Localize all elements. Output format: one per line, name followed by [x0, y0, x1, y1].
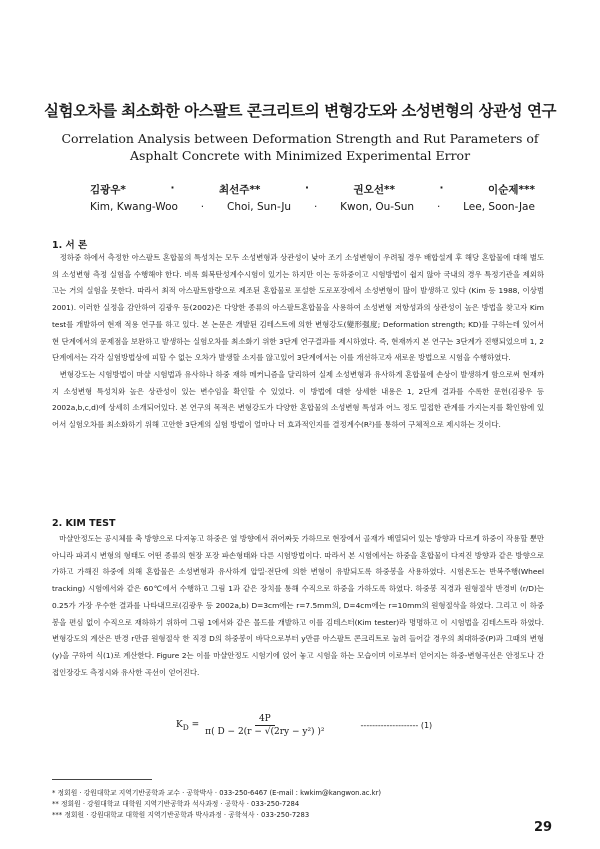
- paper-title-english-line-1: Correlation Analysis between Deformation Strength and Rut Parameters of: [61, 131, 539, 146]
- authors-korean: [90, 182, 535, 197]
- section-heading-introduction: 1. 서 론: [52, 240, 88, 251]
- section-heading-kim-test: 2. KIM TEST: [52, 518, 116, 529]
- equation-fraction: [205, 714, 324, 737]
- page-number: 29: [534, 820, 553, 835]
- author-name-ko: 김광우*: [90, 184, 126, 196]
- footnote-divider: [52, 779, 152, 780]
- introduction-body: [52, 250, 544, 434]
- introduction-paragraph-1: 정하중 하에서 측정한 아스팔트 혼합물의 특성치는 모두 소성변형과 상관성이 낮아 조기 소성변형이 우려될 경우 배합설계 후 해당 혼합물에 대해 별도의 소성변형 측정 실험을 수행해야 한다. 비록 회복탄성계수시험이 있기는 하지만 이는 동하중이고 시험방법이 쉽지 않아 국내의 경우 특정기관을 제외하고는 거의 실험을 못한다. 따라서 최적 아스팔트함량으로 제조된 혼합물로 포설한 도로포장에서 소성변형이 많이 발생하고 있다 (Kim 등 1988, 이상범 2001). 이러한 실정을 감안하여 김광우 등(2002)은 다양한 종류의 아스팔트혼합물을 사용하여 소성변형 저항성과의 상관성이 높은 방법을 찾고자 Kim test를 개발하여 현재 적용 연구를 하고 있다. 본 논문은 개발된 김테스트에 의한 변형강도(變形强度; Deformation strength; KD)를 구하는데 있어서 현 단계에서의 문제점을 보완하고 발생하는 실험오차를 최소화기 위한 3단계 연구결과를 제시하였다. 즉, 현재까지 본 연구는 3단계가 진행되었으며 1, 2 단계에서는 각각 실험방법상에 피할 수 없는 오차가 발생할 소지를 않고있어 3단계에서는 이를 개선하고자 새로운 방법으로 시험을 수행하였다.: [52, 253, 544, 363]
- authors-english: [90, 201, 535, 213]
- introduction-paragraph-2: 변형강도는 시험방법이 마샬 시험법과 유사하나 하중 재하 메커니즘을 달리하여 실제 소성변형과 유사하게 혼합물에 손상이 발생하게 함으로써 현재까지 소성변형 특성치와 높은 상관성이 있는 변수임을 확인할 수 있었다. 이 방법에 대한 상세한 내용은 1, 2단계 결과를 수록한 문헌(김광우 등 2002a,b,c,d)에 상세히 소개되어있다. 본 연구의 목적은 변형강도가 다양한 혼합물의 소성변형 특성과 어느 정도 밀접한 관계를 가지는지를 확인함에 있어서 실험오차를 최소화하기 위해 고안한 3단계의 실험 방법이 얼마나 더 효과적인지를 결정계수(R²)를 통하여 구체적으로 제시하는 것이다.: [52, 369, 544, 430]
- author-separator: ·: [313, 201, 318, 213]
- author-name-en: Kim, Kwang-Woo: [90, 201, 178, 213]
- author-separator: ·: [436, 201, 441, 213]
- paper-title-korean: 실험오차를 최소화한 아스팔트 콘크리트의 변형강도와 소성변형의 상관성 연구: [44, 102, 556, 120]
- author-name-en: Kwon, Ou-Sun: [340, 201, 415, 213]
- paper-title-english-line-2: Asphalt Concrete with Minimized Experimental Error: [129, 148, 471, 163]
- author-name-ko: 권오선**: [353, 184, 395, 196]
- footnote-author-1: * 정회원 · 강원대학교 지역기반공학과 교수 · 공학박사 · 033-250-6467 (E-mail : kwkim@kangwon.ac.kr): [52, 789, 382, 797]
- equation-numerator: 4P: [255, 714, 275, 726]
- author-separator: ·: [439, 182, 444, 194]
- footnote-author-3: *** 정회원 · 강원대학교 대학원 지역기반공학과 박사과정 · 공학석사 · 033-250-7283: [52, 811, 310, 819]
- equation-lhs: $K_D$ =: [176, 719, 200, 732]
- author-name-ko: 최선주**: [219, 184, 261, 196]
- kim-test-paragraph: 마샬안정도는 공시체를 축 방향으로 다져놓고 하중은 옆 방향에서 쥐어짜듯 가하므로 현장에서 골재가 배열되어 있는 방향과 다르게 하중이 작용할 뿐만 아니라 파괴시 변형의 형태도 어떤 종류의 현장 포장 파손형태와 다른 시험방법이다. 따라서 본 시험에서는 하중을 혼합물이 다져진 방향과 같은 방향으로 가하고 가해진 하중에 의해 혼합물은 소성변형과 유사하게 압밀·전단에 의한 변형이 유발되도록 하중봉을 사용하였다. 시험온도는 반복주행(Wheel tracking) 시험에서와 같은 60℃에서 수행하고 그림 1과 같은 장치를 통해 수직으로 하중을 가하도록 하였다. 하중봉 직경과 원형절삭 반경비 (r/D)는 0.25가 가장 우수한 결과를 나타내므로(김광우 등 2002a,b) D=3cm에는 r=7.5mm의, D=4cm에는 r=10mm의 원형절삭을 하였다. 그리고 이 하중봉을 편심 없이 수직으로 재하하기 위하여 그림 1에서와 같은 몰드를 개발하고 이를 김테스터(Kim tester)라 명명하고 이 시험법을 김테스트라 하였다. 변형강도의 계산은 반경 r만큼 원형절삭 한 직경 D의 하중봉이 바닥으로부터 y만큼 아스팔트 콘크리트로 눌려 들어갈 경우의 최대하중(P)과 그때의 변형(y)을 구하여 식(1)로 계산한다. Figure 2는 이를 마샬안정도 시험기에 얹어 놓고 시험을 하는 모습이며 이로부터 얻어지는 하중-변형곡선은 안정도나 간접인장강도 측정시와 유사한 곡선이 얻어진다.: [52, 534, 544, 677]
- author-separator: ·: [170, 182, 175, 194]
- author-separator: ·: [200, 201, 205, 213]
- author-separator: ·: [304, 182, 309, 194]
- deformation-strength-equation: [176, 714, 432, 737]
- author-name-ko: 이순제***: [488, 184, 535, 196]
- author-name-en: Lee, Soon-Jae: [463, 201, 535, 213]
- equation-number: -------------------- (1): [360, 721, 433, 730]
- footnote-author-2: ** 정회원 · 강원대학교 대학원 지역기반공학과 석사과정 · 공학사 · 033-250-7284: [52, 800, 300, 808]
- author-name-en: Choi, Sun-Ju: [226, 201, 292, 213]
- equation-denominator: π( D − 2(r − √(2ry − y²) )²: [205, 727, 325, 737]
